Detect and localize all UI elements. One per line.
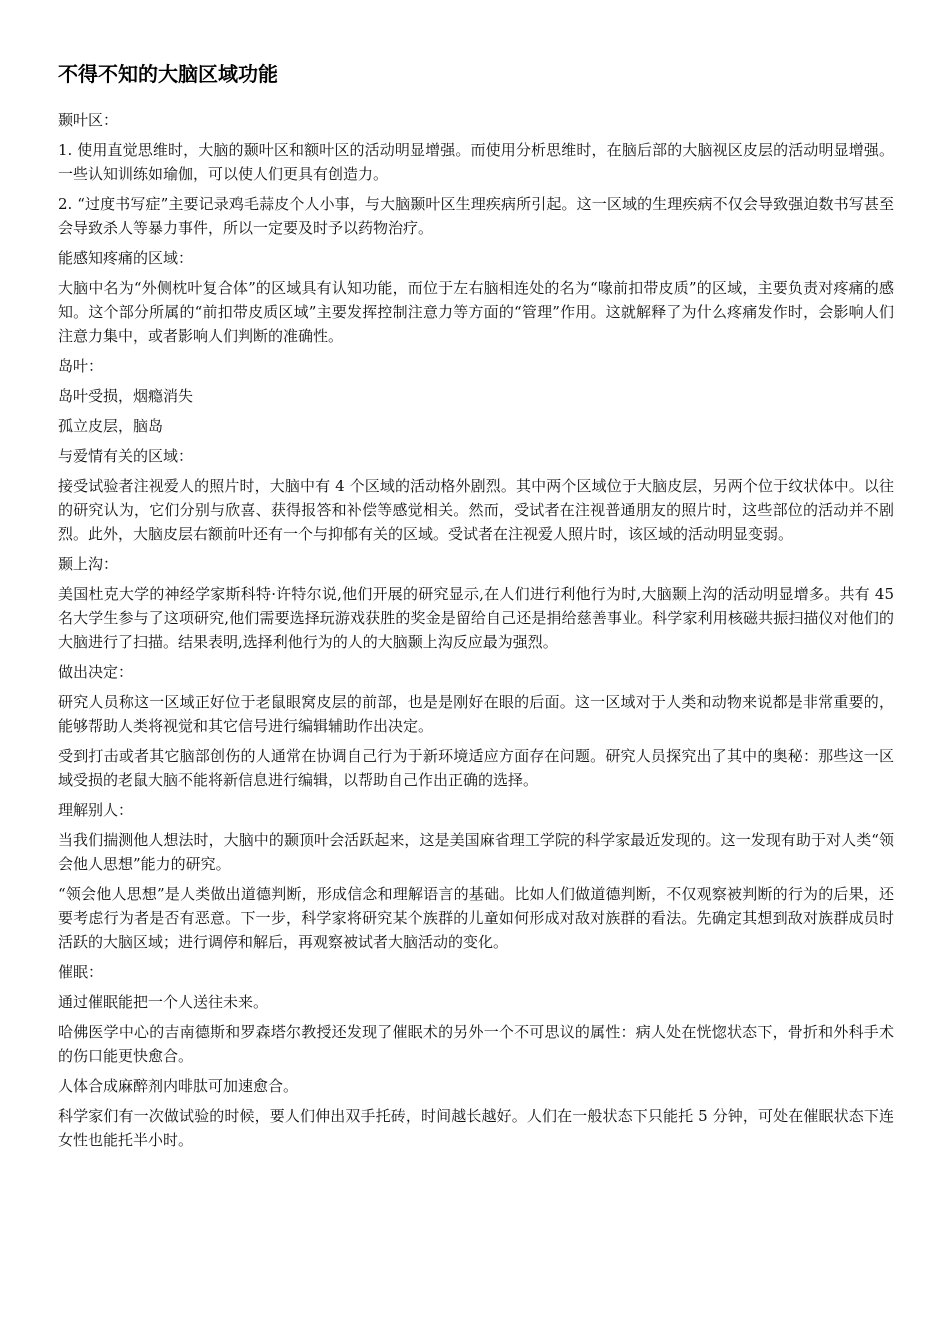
paragraph-decision-injury: 受到打击或者其它脑部创伤的人通常在协调自己行为于新环境适应方面存在问题。研究人员探究出了其中的奥秘：那些这一区域受损的老鼠大脑不能将新信息进行编辑，以帮助自己作出正确的选择。: [58, 747, 894, 789]
paragraph-altruism: 美国杜克大学的神经学家斯科特·许特尔说,他们开展的研究显示,在人们进行利他行为时,大脑颞上沟的活动明显增多。共有 45 名大学生参与了这项研究,他们需要选择玩游戏获胜的奖金是留给自己还是捐给慈善事业。科学家利用核磁共振扫描仪对他们的大脑进行了扫描。结果表明,选择利他行为的人的大脑颞上沟反应最为强烈。: [58, 585, 894, 651]
heading-hypnosis: 催眠：: [58, 963, 104, 981]
paragraph-decision-region: 研究人员称这一区域正好位于老鼠眼窝皮层的前部，也是是刚好在眼的后面。这一区域对于人类和动物来说都是非常重要的，能够帮助人类将视觉和其它信号进行编辑辅助作出决定。: [58, 693, 894, 735]
heading-understanding-others: 理解别人：: [58, 801, 134, 819]
paragraph-theory-of-mind: “领会他人思想”是人类做出道德判断，形成信念和理解语言的基础。比如人们做道德判断，不仅观察被判断的行为的后果，还要考虑行为者是否有恶意。下一步，科学家将研究某个族群的儿童如何形成对敌对族群的看法。先确定其想到敌对族群成员时活跃的大脑区域；进行调停和解后，再观察被试者大脑活动的变化。: [58, 885, 894, 951]
heading-love-region: 与爱情有关的区域：: [58, 447, 194, 465]
heading-decision: 做出决定：: [58, 663, 134, 681]
paragraph-tpj: 当我们揣测他人想法时，大脑中的颞顶叶会活跃起来，这是美国麻省理工学院的科学家最近发现的。这一发现有助于对人类“领会他人思想”能力的研究。: [58, 831, 894, 873]
paragraph-pain: 大脑中名为“外侧枕叶复合体”的区域具有认知功能，而位于左右脑相连处的名为“喙前扣带皮质”的区域，主要负责对疼痛的感知。这个部分所属的“前扣带皮质区域”主要发挥控制注意力等方面的“管理”作用。这就解释了为什么疼痛发作时，会影响人们注意力集中，或者影响人们判断的准确性。: [58, 279, 894, 345]
paragraph-brick-experiment: 科学家们有一次做试验的时候，要人们伸出双手托砖，时间越长越好。人们在一般状态下只能托 5 分钟，可处在催眠状态下连女性也能托半小时。: [58, 1107, 894, 1149]
paragraph-insula-alias: 孤立皮层，脑岛: [58, 417, 164, 435]
document-title: 不得不知的大脑区域功能: [58, 62, 278, 86]
paragraph-hypnosis-healing: 哈佛医学中心的吉南德斯和罗森塔尔教授还发现了催眠术的另外一个不可思议的属性：病人处在恍惚状态下，骨折和外科手术的伤口能更快愈合。: [58, 1023, 894, 1065]
paragraph-intuition: 1. 使用直觉思维时，大脑的颞叶区和额叶区的活动明显增强。而使用分析思维时，在脑后部的大脑视区皮层的活动明显增强。一些认知训练如瑜伽，可以使人们更具有创造力。: [58, 141, 894, 183]
paragraph-endorphin: 人体合成麻醉剂内啡肽可加速愈合。: [58, 1077, 299, 1095]
paragraph-love: 接受试验者注视爱人的照片时，大脑中有 4 个区域的活动格外剧烈。其中两个区域位于大脑皮层，另两个位于纹状体中。以往的研究认为，它们分别与欣喜、获得报答和补偿等感觉相关。然而，受试者在注视普通朋友的照片时，这些部位的活动并不剧烈。此外，大脑皮层右额前叶还有一个与抑郁有关的区域。受试者在注视爱人照片时，该区域的活动明显变弱。: [58, 477, 894, 543]
paragraph-insula-smoking: 岛叶受损，烟瘾消失: [58, 387, 194, 405]
document-page: [58, 60, 894, 1158]
heading-pain-region: 能感知疼痛的区域：: [58, 249, 194, 267]
paragraph-hypergraphia: 2. “过度书写症”主要记录鸡毛蒜皮个人小事，与大脑颞叶区生理疾病所引起。这一区域的生理疾病不仅会导致强迫数书写甚至会导致杀人等暴力事件，所以一定要及时予以药物治疗。: [58, 195, 894, 237]
document-body: [58, 108, 894, 1152]
paragraph-hypnosis-future: 通过催眠能把一个人送往未来。: [58, 993, 269, 1011]
heading-insula: 岛叶：: [58, 357, 104, 375]
heading-superior-temporal-sulcus: 颞上沟：: [58, 555, 119, 573]
heading-temporal-lobe: 颞叶区：: [58, 111, 119, 129]
